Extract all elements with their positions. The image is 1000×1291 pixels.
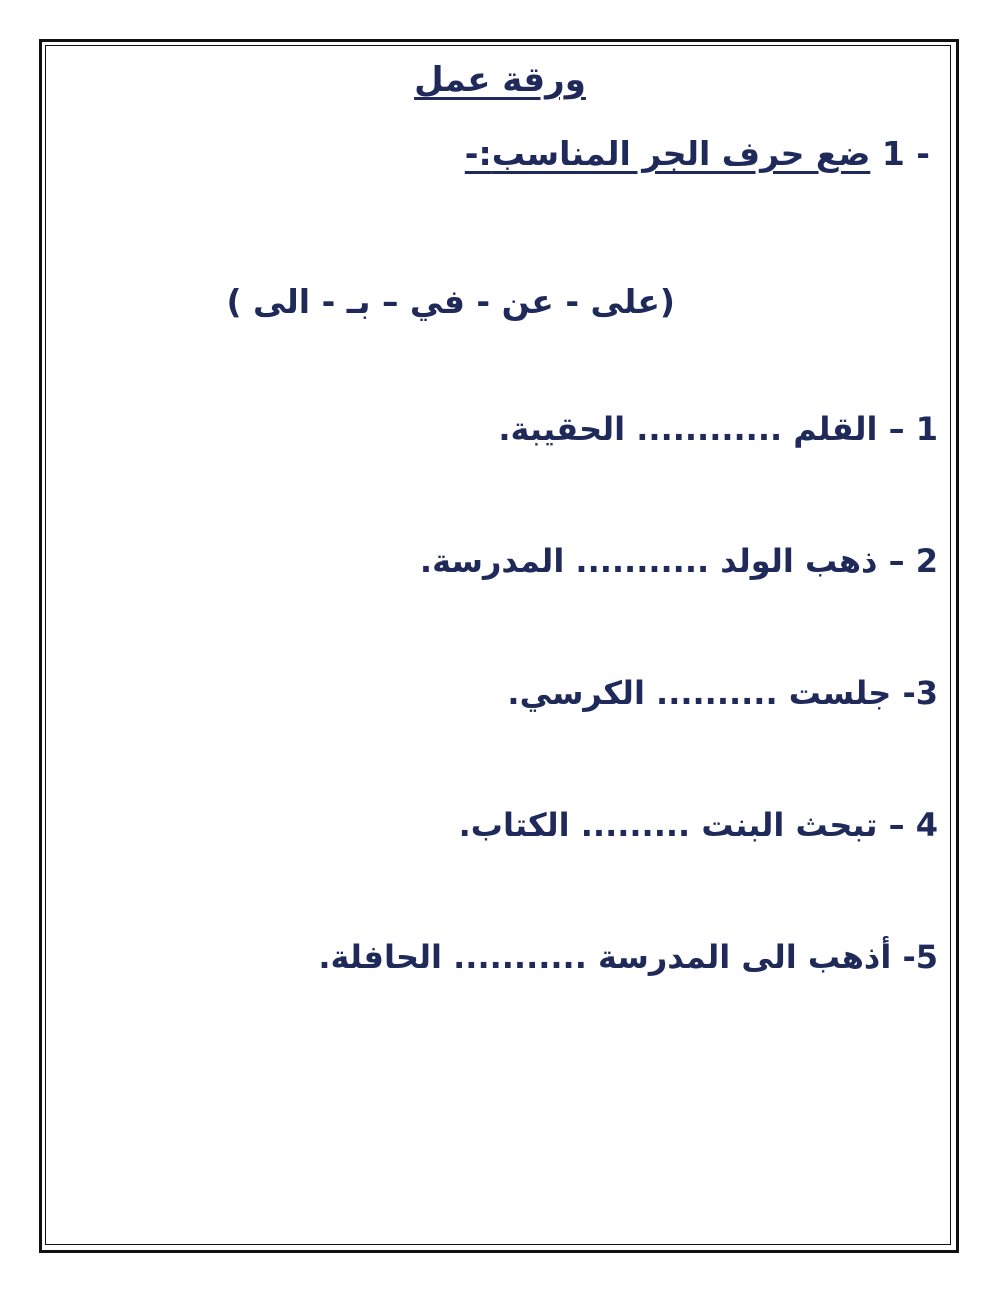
instruction-suffix: :- bbox=[464, 134, 492, 173]
instruction-number: 1 - bbox=[881, 134, 930, 173]
instruction-text: ضع حرف الجر المناسب bbox=[491, 134, 871, 173]
page-border-inner bbox=[45, 45, 951, 1245]
exercise-item-5: 5- أذهب الى المدرسة ........... الحافلة. bbox=[318, 938, 938, 976]
exercise-item-2: 2 – ذهب الولد ........... المدرسة. bbox=[419, 542, 938, 580]
instruction-line bbox=[465, 134, 930, 173]
exercise-item-4: 4 – تبحث البنت ......... الكتاب. bbox=[458, 806, 938, 844]
worksheet-title: ورقة عمل bbox=[414, 60, 586, 100]
exercise-item-1: 1 – القلم ............ الحقيبة. bbox=[498, 410, 938, 448]
word-choices: (على - عن - في – بـ - الى ) bbox=[226, 282, 675, 321]
exercise-item-3: 3- جلست .......... الكرسي. bbox=[507, 674, 938, 712]
